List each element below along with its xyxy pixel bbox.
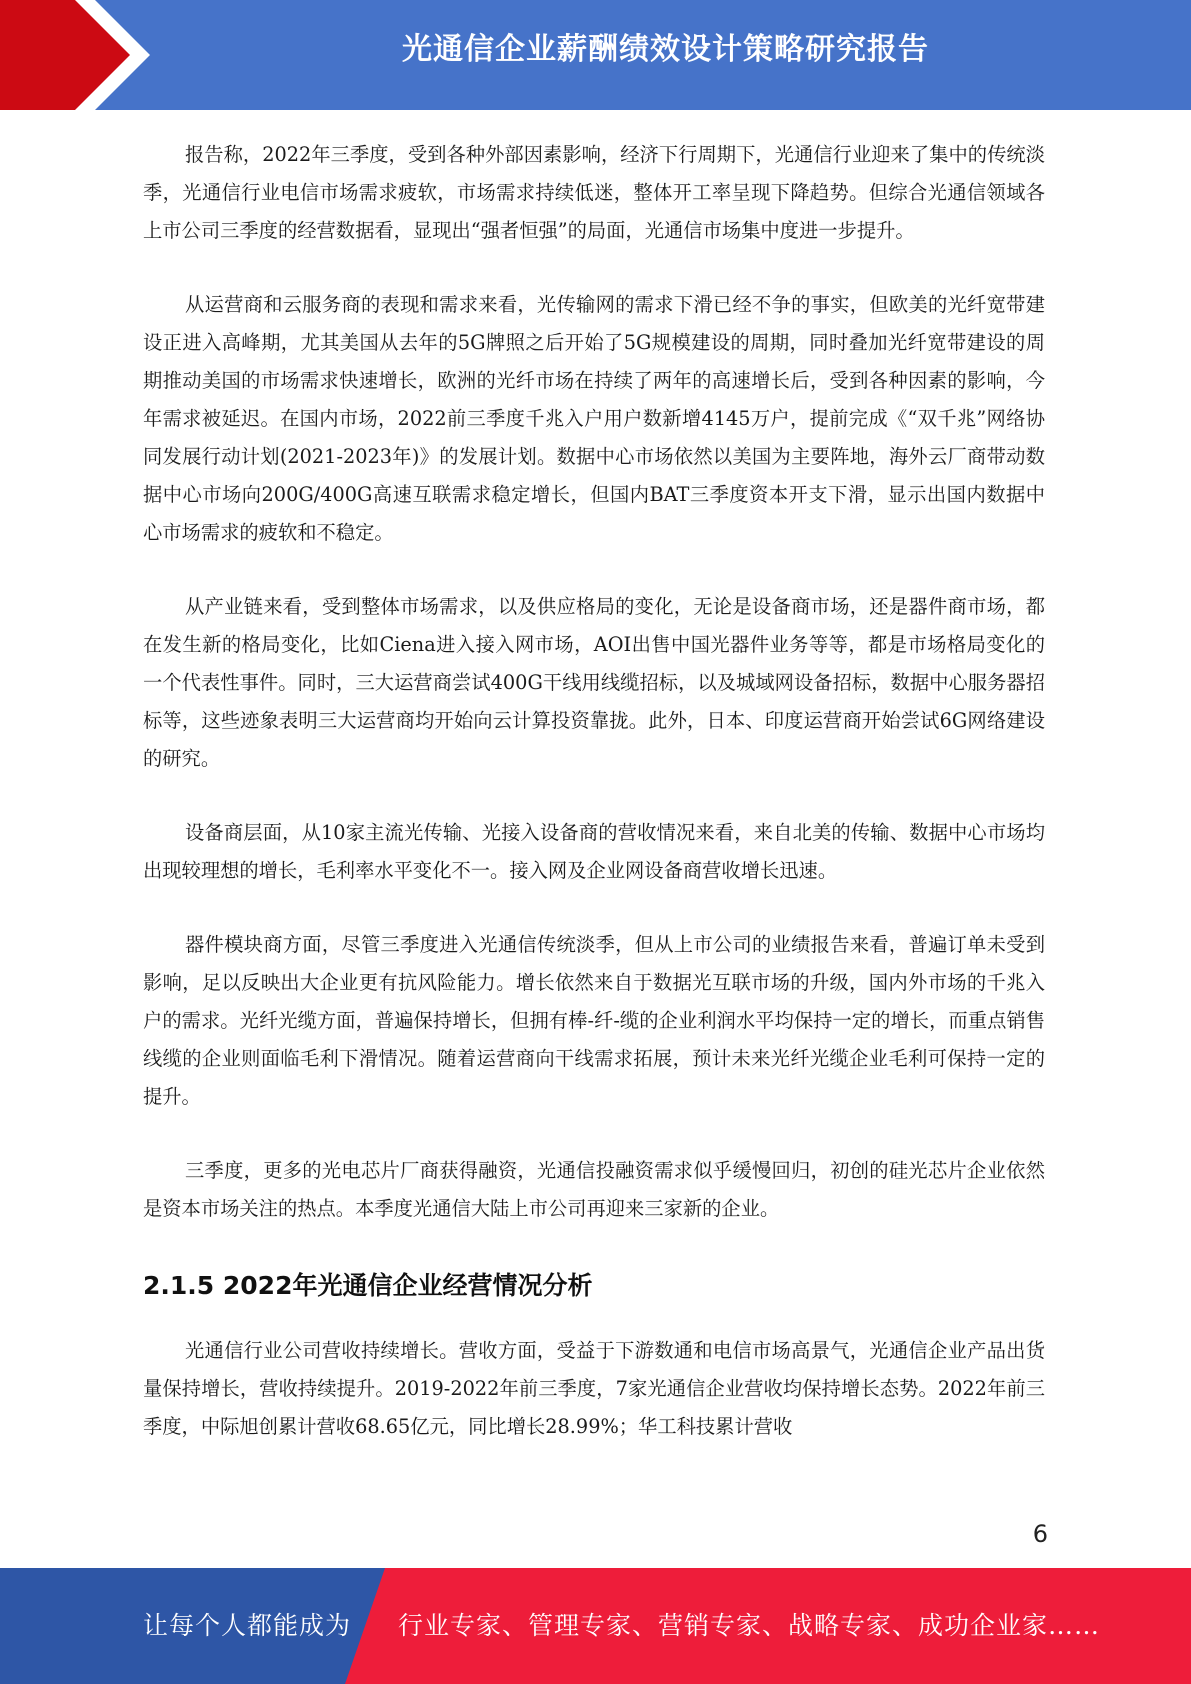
page-header xyxy=(0,0,1191,110)
footer-slogan-right: 行业专家、管理专家、营销专家、战略专家、成功企业家…… xyxy=(398,1611,1101,1640)
paragraph-2: 从运营商和云服务商的表现和需求来看，光传输网的需求下滑已经不争的事实，但欧美的光纤宽带建设正进入高峰期，尤其美国从去年的5G牌照之后开始了5G规模建设的周期，同时叠加光纤宽带建设的周期推动美国的市场需求快速增长，欧洲的光纤市场在持续了两年的高速增长后，受到各种因素的影响，今年需求被延迟。在国内市场，2022前三季度千兆入户用户数新增4145万户，提前完成《“双千兆”网络协同发展行动计划(2021-2023年)》的发展计划。数据中心市场依然以美国为主要阵地，海外云厂商带动数据中心市场向200G/400G高速互联需求稳定增长，但国内BAT三季度资本开支下滑，显示出国内数据中心市场需求的疲软和不稳定。 xyxy=(143,293,1045,544)
paragraph-3: 从产业链来看，受到整体市场需求，以及供应格局的变化，无论是设备商市场，还是器件商市场，都在发生新的格局变化，比如Ciena进入接入网市场，AOI出售中国光器件业务等等，都是市场格局变化的一个代表性事件。同时，三大运营商尝试400G干线用线缆招标，以及城域网设备招标，数据中心服务器招标等，这些迹象表明三大运营商均开始向云计算投资靠拢。此外，日本、印度运营商开始尝试6G网络建设的研究。 xyxy=(143,595,1045,770)
red-chevron-icon xyxy=(0,0,160,110)
paragraph-5: 器件模块商方面，尽管三季度进入光通信传统淡季，但从上市公司的业绩报告来看，普遍订单未受到影响，足以反映出大企业更有抗风险能力。增长依然来自于数据光互联市场的升级，国内外市场的千兆入户的需求。光纤光缆方面，普遍保持增长，但拥有棒-纤-缆的企业利润水平均保持一定的增长，而重点销售线缆的企业则面临毛利下滑情况。随着运营商向干线需求拓展，预计未来光纤光缆企业毛利可保持一定的提升。 xyxy=(143,933,1045,1108)
paragraph-7: 光通信行业公司营收持续增长。营收方面，受益于下游数通和电信市场高景气，光通信企业产品出货量保持增长，营收持续提升。2019-2022年前三季度，7家光通信企业营收均保持增长态势。2022年前三季度，中际旭创累计营收68.65亿元，同比增长28.99%；华工科技累计营收 xyxy=(143,1339,1045,1438)
page-number: 6 xyxy=(1032,1520,1048,1548)
page-footer xyxy=(0,1568,1191,1684)
footer-slogan-left: 让每个人都能成为 xyxy=(143,1611,352,1640)
paragraph-4: 设备商层面，从10家主流光传输、光接入设备商的营收情况来看，来自北美的传输、数据中心市场均出现较理想的增长，毛利率水平变化不一。接入网及企业网设备商营收增长迅速。 xyxy=(143,821,1045,882)
paragraph-1: 报告称，2022年三季度，受到各种外部因素影响，经济下行周期下，光通信行业迎来了集中的传统淡季，光通信行业电信市场需求疲软，市场需求持续低迷，整体开工率呈现下降趋势。但综合光通信领域各上市公司三季度的经营数据看，显现出“强者恒强”的局面，光通信市场集中度进一步提升。 xyxy=(143,143,1045,242)
section-heading: 2.1.5 2022年光通信企业经营情况分析 xyxy=(143,1271,593,1300)
paragraph-6: 三季度，更多的光电芯片厂商获得融资，光通信投融资需求似乎缓慢回归，初创的硅光芯片企业依然是资本市场关注的热点。本季度光通信大陆上市公司再迎来三家新的企业。 xyxy=(143,1159,1045,1220)
report-title: 光通信企业薪酬绩效设计策略研究报告 xyxy=(402,32,929,67)
document-body xyxy=(143,136,1045,1482)
